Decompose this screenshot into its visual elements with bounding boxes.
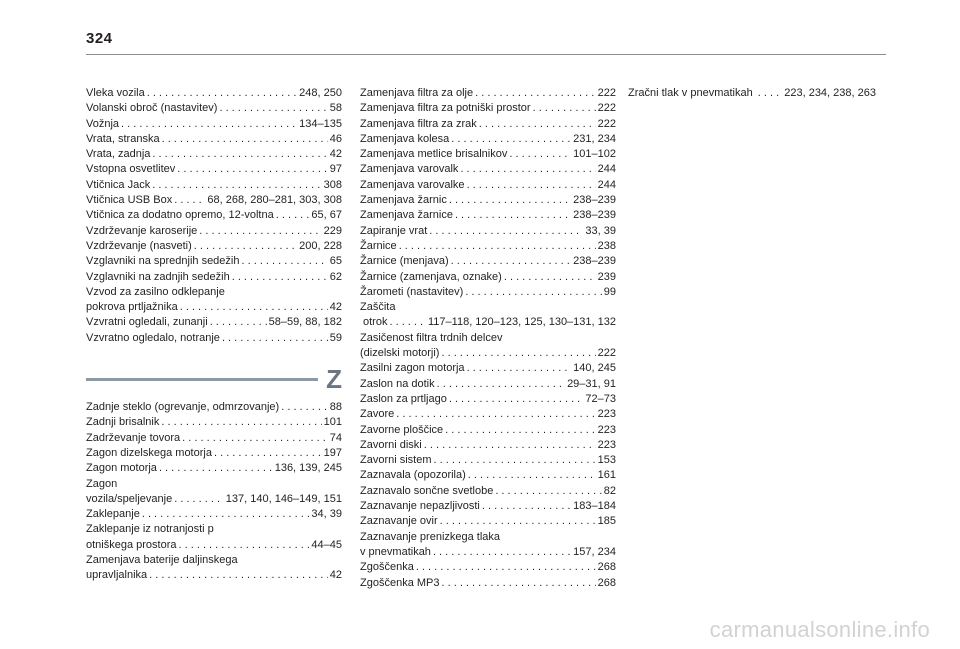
dot-leader: [504, 270, 596, 285]
entry-term: Zaznavanje nepazljivosti: [360, 500, 480, 513]
index-entry: [360, 560, 616, 575]
index-entry: [360, 224, 616, 239]
entry-term: Žarnice (menjava): [360, 255, 449, 268]
index-column-2: [360, 86, 616, 591]
entry-pages: 238–239: [573, 255, 616, 268]
entry-pages: 58: [329, 102, 342, 115]
index-entry: [86, 117, 342, 132]
entry-pages: 137, 140, 146–149, 151: [225, 492, 342, 505]
entry-pages: 153: [597, 454, 616, 467]
entry-term: Vtičnica za dodatno opremo, 12-voltna: [86, 209, 274, 222]
dot-leader: [396, 407, 595, 422]
dot-leader: [161, 415, 321, 430]
dot-leader: [495, 484, 601, 499]
dot-leader: [281, 400, 328, 415]
dot-leader: [465, 285, 601, 300]
entry-pages: 223, 234, 238, 263: [784, 87, 876, 99]
header-rule: [86, 54, 886, 55]
index-entry: [86, 300, 342, 315]
index-entry: [86, 147, 342, 162]
index-entry: [86, 208, 342, 223]
index-entry: [360, 270, 616, 285]
entry-term: Zračni tlak v pnevmatikah: [628, 87, 753, 99]
index-entry: [360, 484, 616, 499]
dot-leader: [449, 392, 584, 407]
index-entry: [360, 530, 616, 545]
index-entries: [628, 86, 898, 101]
index-entry: [86, 553, 342, 568]
entry-term: Vzglavniki na zadnjih sedežih: [86, 270, 230, 283]
entry-pages: 99: [603, 285, 616, 298]
dot-leader: [159, 461, 273, 476]
dot-leader: [152, 178, 321, 193]
entry-pages: 222: [597, 87, 616, 99]
entry-term: Volanski obroč (nastavitev): [86, 102, 218, 115]
section-header-z: [86, 364, 342, 395]
entry-pages: 223: [597, 423, 616, 436]
entry-term: Zaklepanje iz notranjosti p: [86, 523, 214, 536]
entry-term: Vstopna osvetlitev: [86, 163, 176, 176]
entry-term: Zadnje steklo (ogrevanje, odmrzovanje): [86, 401, 280, 414]
entry-term: otniškega prostora: [86, 538, 177, 551]
index-column-1: [86, 86, 342, 584]
dot-leader: [174, 492, 224, 507]
entry-term: Vrata, zadnja: [86, 148, 151, 161]
entry-pages: 238: [597, 239, 616, 252]
index-entry: [86, 101, 342, 116]
index-entry: [360, 86, 616, 101]
entry-pages: 68, 268, 280–281, 303, 308: [207, 194, 342, 207]
entry-term: Zamenjava baterije daljinskega: [86, 554, 238, 567]
entry-term: Zagon: [86, 477, 118, 490]
dot-leader: [509, 147, 571, 162]
index-entry: [360, 377, 616, 392]
entry-term: Zaznavanje prenizkega tlaka: [360, 530, 501, 543]
entry-term: Žarometi (nastavitev): [360, 285, 464, 298]
dot-leader: [389, 315, 426, 330]
entry-pages: 72–73: [585, 392, 616, 405]
entry-term: Zasičenost filtra trdnih delcev: [360, 331, 503, 344]
entry-term: Zavorne ploščice: [360, 423, 444, 436]
entry-term: Zamenjava kolesa: [360, 132, 450, 145]
entry-pages: 223: [597, 438, 616, 451]
index-entry: [360, 193, 616, 208]
entry-term: Vrata, stranska: [86, 132, 160, 145]
dot-leader: [241, 254, 327, 269]
entry-pages: 183–184: [573, 500, 616, 513]
entry-pages: 308: [323, 178, 342, 191]
dot-leader: [451, 132, 571, 147]
entry-term: vozila/speljevanje: [86, 492, 173, 505]
entry-term: Zaznavala (opozorila): [360, 469, 466, 482]
entry-pages: 248, 250: [299, 87, 342, 99]
dot-leader: [437, 377, 565, 392]
index-entry: [360, 576, 616, 591]
entry-pages: 200, 228: [299, 239, 342, 252]
entry-term: Zamenjava varovalk: [360, 163, 459, 176]
dot-leader: [424, 438, 596, 453]
dot-leader: [475, 86, 596, 101]
index-entry: [86, 315, 342, 330]
entry-term: Vzglavniki na sprednjih sedežih: [86, 255, 240, 268]
entry-pages: 59: [329, 331, 342, 344]
entry-term: Žarnice: [360, 239, 397, 252]
entry-pages: 46: [329, 132, 342, 145]
entry-term: Vtičnica Jack: [86, 178, 151, 191]
entry-pages: 239: [597, 270, 616, 283]
entry-pages: 268: [597, 576, 616, 589]
dot-leader: [222, 331, 328, 346]
entry-pages: 244: [597, 178, 616, 191]
entry-term: Zapiranje vrat: [360, 224, 428, 237]
index-entry: [86, 568, 342, 583]
index-entry: [86, 507, 342, 522]
index-entry: [360, 346, 616, 361]
entry-term: Zavorni diski: [360, 438, 422, 451]
index-entry: [360, 117, 616, 132]
entry-pages: 238–239: [573, 209, 616, 222]
entry-pages: 97: [329, 163, 342, 176]
index-entry: [86, 239, 342, 254]
index-entry: [360, 499, 616, 514]
index-entry: [360, 101, 616, 116]
dot-leader: [152, 147, 327, 162]
index-entry: [360, 162, 616, 177]
entry-pages: 65, 67: [311, 209, 342, 222]
entry-term: Vzdrževanje (nasveti): [86, 239, 192, 252]
section-entries: [86, 400, 342, 584]
dot-leader: [441, 576, 595, 591]
dot-leader: [210, 315, 267, 330]
entry-pages: 42: [329, 569, 342, 582]
entry-term: Vzdrževanje karoserije: [86, 224, 198, 237]
dot-leader: [149, 568, 328, 583]
index-entry: [86, 193, 342, 208]
index-entry: [360, 285, 616, 300]
dot-leader: [276, 208, 310, 223]
entry-term: Vzvratno ogledalo, notranje: [86, 331, 220, 344]
entry-pages: 244: [597, 163, 616, 176]
index-entry: [86, 461, 342, 476]
entry-pages: 161: [597, 469, 616, 482]
index-entry: [360, 392, 616, 407]
index-entry: [360, 514, 616, 529]
index-entry: [86, 538, 342, 553]
entry-term: Vzvod za zasilno odklepanje: [86, 285, 225, 298]
index-entry: [360, 453, 616, 468]
dot-leader: [147, 86, 297, 101]
dot-leader: [194, 239, 297, 254]
dot-leader: [441, 346, 595, 361]
dot-leader: [232, 270, 328, 285]
dot-leader: [177, 162, 327, 177]
entry-pages: 44–45: [311, 538, 342, 551]
dot-leader: [399, 239, 596, 254]
index-entry: [86, 285, 342, 300]
entry-term: Zamenjava metlice brisalnikov: [360, 148, 508, 161]
entry-pages: 74: [329, 431, 342, 444]
entry-pages: 62: [329, 270, 342, 283]
dot-leader: [479, 117, 596, 132]
dot-leader: [121, 117, 297, 132]
entry-term: Zamenjava žarnic: [360, 194, 447, 207]
index-entry: [86, 400, 342, 415]
entry-pages: 42: [329, 148, 342, 161]
entry-pages: 101: [323, 416, 342, 429]
entry-term: Vzvratni ogledali, zunanji: [86, 316, 208, 329]
index-entry: [360, 300, 616, 315]
entry-term: Vožnja: [86, 117, 120, 130]
entry-pages: 222: [597, 347, 616, 360]
dot-leader: [214, 446, 322, 461]
dot-leader: [174, 193, 205, 208]
index-entries: [360, 86, 616, 591]
entry-pages: 101–102: [573, 148, 616, 161]
entry-pages: 185: [597, 515, 616, 528]
entry-pages: 34, 39: [311, 508, 342, 521]
dot-leader: [445, 423, 595, 438]
dot-leader: [199, 224, 321, 239]
page-number: 324: [86, 30, 113, 47]
watermark: carmanualsonline.info: [709, 617, 930, 642]
entry-pages: 222: [597, 117, 616, 130]
index-entry: [86, 492, 342, 507]
index-entries: [86, 86, 342, 346]
entry-pages: 231, 234: [573, 132, 616, 145]
dot-leader: [455, 208, 571, 223]
entry-term: Zgoščenka: [360, 561, 414, 574]
entry-pages: 58–59, 88, 182: [268, 316, 342, 329]
entry-pages: 136, 139, 245: [274, 462, 342, 475]
entry-term: v pnevmatikah: [360, 545, 431, 558]
dot-leader: [219, 101, 327, 116]
index-entry: [360, 208, 616, 223]
dot-leader: [416, 560, 596, 575]
entry-term: Zasilni zagon motorja: [360, 362, 465, 375]
index-entry: [360, 468, 616, 483]
dot-leader: [533, 101, 596, 116]
section-divider: [86, 378, 318, 381]
entry-pages: 157, 234: [573, 545, 616, 558]
index-entry: [360, 239, 616, 254]
entry-term: Zamenjava varovalke: [360, 178, 465, 191]
entry-term: Zgoščenka MP3: [360, 576, 440, 589]
dot-leader: [433, 545, 571, 560]
entry-pages: 223: [597, 408, 616, 421]
entry-term: Zaslon na dotik: [360, 377, 435, 390]
index-entry: [86, 178, 342, 193]
dot-leader: [467, 361, 572, 376]
index-entry: [628, 86, 898, 101]
entry-term: Vtičnica USB Box: [86, 194, 173, 207]
entry-term: otrok: [363, 316, 388, 329]
entry-pages: 134–135: [299, 117, 342, 130]
dot-leader: [460, 162, 595, 177]
dot-leader: [142, 507, 310, 522]
entry-term: Zamenjava filtra za zrak: [360, 117, 477, 130]
entry-term: Zaslon za prtljago: [360, 392, 447, 405]
dot-leader: [429, 224, 583, 239]
dot-leader: [179, 538, 310, 553]
entry-term: upravljalnika: [86, 569, 148, 582]
entry-term: Zamenjava žarnice: [360, 209, 453, 222]
entry-term: Žarnice (zamenjava, oznake): [360, 270, 502, 283]
entry-pages: 65: [329, 255, 342, 268]
index-entry: [86, 415, 342, 430]
entry-term: Zavorni sistem: [360, 454, 432, 467]
index-entry: [86, 86, 342, 101]
index-entry: [86, 270, 342, 285]
entry-pages: 29–31, 91: [567, 377, 616, 390]
entry-pages: 42: [329, 301, 342, 314]
entry-term: pokrova prtljažnika: [86, 301, 178, 314]
index-entry: [360, 331, 616, 346]
dot-leader: [755, 87, 783, 99]
index-entry: [360, 545, 616, 560]
entry-term: Zavore: [360, 408, 395, 421]
index-entry: [360, 178, 616, 193]
entry-pages: 82: [603, 484, 616, 497]
index-entry: [86, 522, 342, 537]
entry-pages: 88: [329, 401, 342, 414]
index-entry: [360, 438, 616, 453]
index-entry: [86, 331, 342, 346]
dot-leader: [468, 468, 596, 483]
entry-pages: 140, 245: [573, 362, 616, 375]
entry-pages: 117–118, 120–123, 125, 130–131, 132: [428, 316, 616, 329]
entry-term: Zaznavanje ovir: [360, 515, 438, 528]
entry-term: Zaznavalo sončne svetlobe: [360, 484, 494, 497]
index-entry: [360, 407, 616, 422]
entry-term: Zamenjava filtra za olje: [360, 87, 474, 99]
index-column-3: [628, 86, 898, 101]
entry-term: Zadrževanje tovora: [86, 431, 181, 444]
index-entry: [86, 477, 342, 492]
entry-pages: 229: [323, 224, 342, 237]
dot-leader: [434, 453, 596, 468]
index-entry: [360, 315, 616, 330]
index-entry: [360, 132, 616, 147]
index-entry: [86, 446, 342, 461]
entry-term: (dizelski motorji): [360, 347, 440, 360]
section-letter: Z: [326, 364, 342, 395]
entry-term: Vleka vozila: [86, 87, 145, 99]
entry-term: Zadnji brisalnik: [86, 416, 160, 429]
entry-pages: 238–239: [573, 194, 616, 207]
index-entry: [86, 224, 342, 239]
index-entry: [86, 132, 342, 147]
entry-term: Zamenjava filtra za potniški prostor: [360, 102, 531, 115]
dot-leader: [182, 431, 328, 446]
index-entry: [360, 423, 616, 438]
index-entry: [86, 162, 342, 177]
dot-leader: [162, 132, 328, 147]
dot-leader: [449, 193, 571, 208]
entry-pages: 197: [323, 446, 342, 459]
dot-leader: [467, 178, 596, 193]
entry-pages: 222: [597, 102, 616, 115]
entry-term: Zaščita: [360, 301, 396, 314]
entry-term: Zagon motorja: [86, 462, 157, 475]
entry-term: Zagon dizelskega motorja: [86, 446, 212, 459]
index-entry: [86, 254, 342, 269]
entry-pages: 268: [597, 561, 616, 574]
entry-term: Zaklepanje: [86, 508, 140, 521]
dot-leader: [451, 254, 572, 269]
index-entry: [360, 361, 616, 376]
dot-leader: [482, 499, 571, 514]
index-entry: [86, 431, 342, 446]
index-entry: [360, 254, 616, 269]
dot-leader: [440, 514, 596, 529]
dot-leader: [180, 300, 328, 315]
index-entry: [360, 147, 616, 162]
entry-pages: 33, 39: [585, 224, 616, 237]
